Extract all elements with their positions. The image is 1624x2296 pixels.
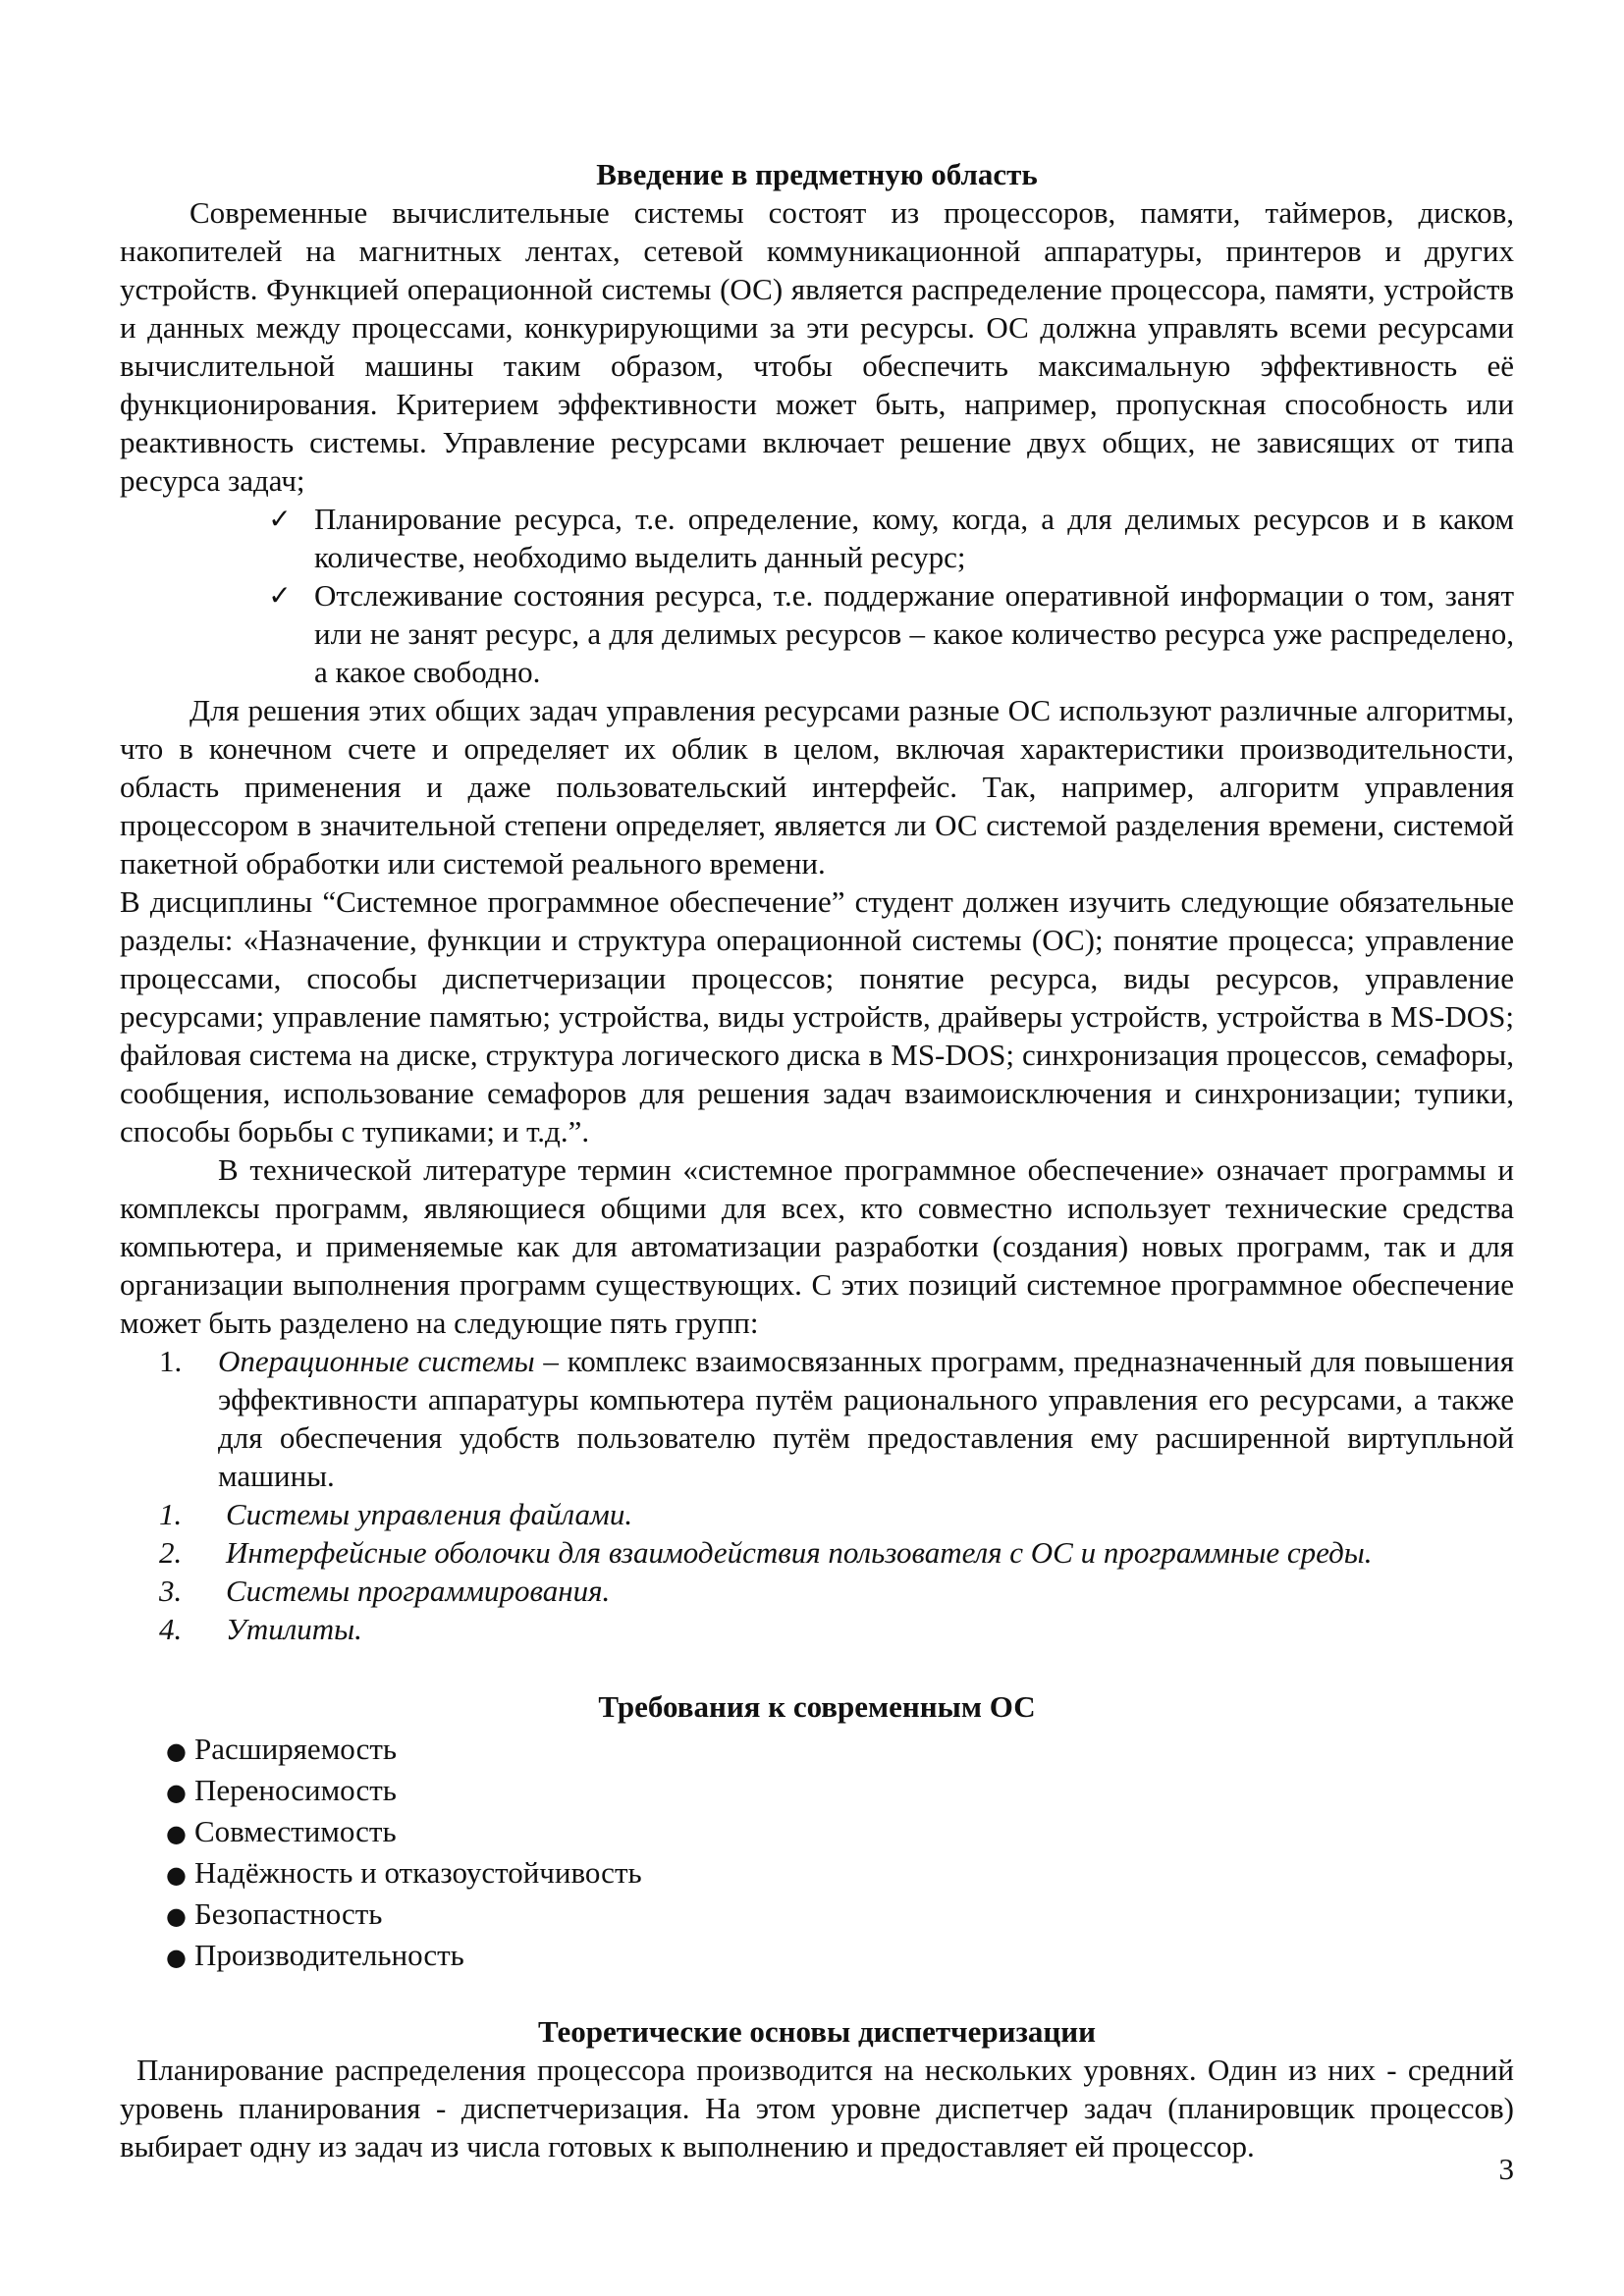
list-item-text: Переносимость	[193, 1773, 397, 1807]
list-item-text: Системы управления файлами.	[226, 1497, 633, 1531]
list-item	[166, 1771, 1514, 1812]
paragraph-intro: Современные вычислительные системы состоят из процессоров, памяти, таймеров, дисков, накопителей на магнитных лентах, сетевой коммуникационной аппаратуры, принтеров и других устройств. Функцией операционной системы (ОС) является распределение процессора, памяти, устройств и данных между процессами, конкурирующими за эти ресурсы. ОС должна управлять всеми ресурсами вычислительной машины таким образом, чтобы обеспечить максимальную эффективность её функционирования. Критерием эффективности может быть, например, пропускная способность или реактивность системы. Управление ресурсами включает решение двух общих, не зависящих от типа ресурса задач;	[120, 195, 1514, 498]
list-item	[166, 1730, 1514, 1771]
list-number: 1.	[159, 1344, 183, 1378]
list-number: 2.	[159, 1535, 183, 1570]
checkmark-icon: ✓	[268, 503, 292, 535]
paragraph-dispatching: Планирование распределения процессора производится на нескольких уровнях. Один из них - средний уровень планирования - диспетчеризация. На этом уровне диспетчер задач (планировщик процессов) выбирает одну из задач из числа готовых к выполнению и предоставляет ей процессор.	[120, 2053, 1514, 2163]
list-item	[166, 1895, 1514, 1936]
bullet-icon: ●	[166, 1779, 187, 1806]
list-number: 4.	[159, 1612, 183, 1646]
list-term: Операционные системы	[218, 1344, 535, 1378]
list-item	[159, 1495, 1514, 1533]
list-item-text: Утилиты.	[226, 1612, 362, 1646]
list-item	[159, 1533, 1514, 1572]
list-number: 1.	[159, 1497, 183, 1531]
spacer	[120, 1977, 1514, 2012]
checkmark-icon: ✓	[268, 579, 292, 612]
check-list-item	[268, 576, 1514, 691]
page-number: 3	[1498, 2152, 1514, 2186]
page-content	[120, 155, 1514, 2165]
list-item-text: Расширяемость	[193, 1732, 398, 1766]
list-item	[159, 1342, 1514, 1495]
list-item	[159, 1610, 1514, 1648]
bullet-icon: ●	[166, 1737, 187, 1765]
check-list	[120, 500, 1514, 691]
list-item	[166, 1812, 1514, 1853]
list-item	[166, 1936, 1514, 1977]
bullet-icon: ●	[166, 1944, 187, 1971]
bullet-icon: ●	[166, 1902, 187, 1930]
list-item-text: Интерфейсные оболочки для взаимодействия пользователя с ОС и программные среды.	[226, 1535, 1373, 1570]
spacer	[120, 1648, 1514, 1687]
list-item-text: Совместимость	[193, 1814, 397, 1848]
check-item-text: Отслеживание состояния ресурса, т.е. поддержание оперативной информации о том, занят или не занят ресурс, а для делимых ресурсов – какое количество ресурса уже распределено, а какое свободно.	[314, 578, 1514, 689]
paragraph-algorithms: Для решения этих общих задач управления ресурсами разные ОС используют различные алгоритмы, что в конечном счете и определяет их облик в целом, включая характеристики производительности, область применения и даже пользовательский интерфейс. Так, например, алгоритм управления процессором в значительной степени определяет, является ли ОС системой разделения времени, системой пакетной обработки или системой реального времени.	[120, 693, 1514, 881]
list-item-text: – комплекс взаимосвязанных программ, предназначенный для повышения эффективности аппаратуры компьютера путём рационального управления его ресурсами, а также для обеспечения удобств пользователю путём предоставления ему расширенной виртупльной машины.	[218, 1344, 1514, 1493]
list-item	[166, 1853, 1514, 1895]
section-title-intro: Введение в предметную область	[596, 157, 1038, 191]
section-title-requirements: Требования к современным ОС	[598, 1689, 1036, 1724]
list-item-text: Производительность	[193, 1938, 464, 1972]
requirements-list	[120, 1730, 1514, 1977]
paragraph-discipline: В дисциплины “Системное программное обеспечение” студент должен изучить следующие обязательные разделы: «Назначение, функции и структура операционной системы (ОС); понятие процесса; управление процессами, способы диспетчеризации процессов; понятие ресурса, виды ресурсов, управление ресурсами; управление памятью; устройства, виды устройств, драйверы устройств, устройства в MS-DOS; файловая система на диске, структура логического диска в MS-DOS; синхронизация процессов, семафоры, сообщения, использование семафоров для решения задач взаимоисключения и синхронизации; тупики, способы борьбы с тупиками; и т.д.”.	[120, 884, 1514, 1148]
list-item	[159, 1572, 1514, 1610]
software-groups-list	[120, 1342, 1514, 1648]
bullet-icon: ●	[166, 1861, 187, 1889]
check-item-text: Планирование ресурса, т.е. определение, кому, когда, а для делимых ресурсов и в каком количестве, необходимо выделить данный ресурс;	[314, 502, 1514, 574]
list-item-text: Безопастность	[193, 1896, 383, 1931]
paragraph-definition: В технической литературе термин «системное программное обеспечение» означает программы и комплексы программ, являющиеся общими для всех, кто совместно использует технические средства компьютера, и применяемые как для автоматизации разработки (создания) новых программ, так и для организации выполнения программ существующих. С этих позиций системное программное обеспечение может быть разделено на следующие пять групп:	[120, 1152, 1514, 1340]
check-list-item	[268, 500, 1514, 576]
list-number: 3.	[159, 1574, 183, 1608]
bullet-icon: ●	[166, 1820, 187, 1847]
list-item-text: Надёжность и отказоустойчивость	[193, 1855, 642, 1890]
section-title-dispatching: Теоретические основы диспетчеризации	[537, 2014, 1097, 2049]
list-item-text: Системы программирования.	[226, 1574, 611, 1608]
